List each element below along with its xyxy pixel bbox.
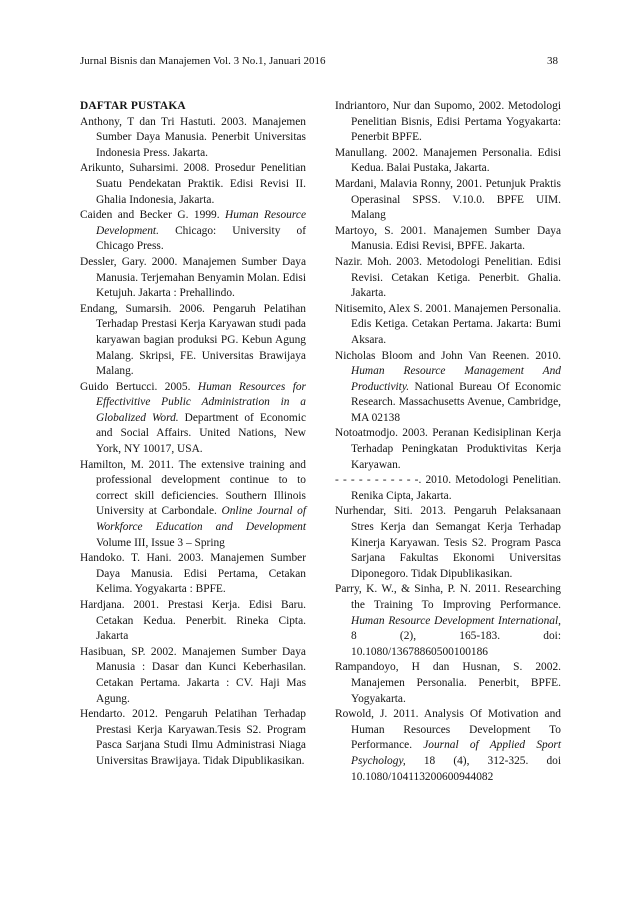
reference-entry (80, 458, 306, 552)
reference-text: Anthony, T dan Tri Hastuti. 2003. Manajemen Sumber Daya Manusia. Penerbit Universitas Indonesia Press. Jakarta. (80, 115, 306, 159)
reference-entry (80, 645, 306, 707)
reference-text-tail: 18 (4), 312-325. doi 10.1080/104113200600944082 (351, 754, 561, 783)
reference-entry (80, 255, 306, 302)
left-column (80, 99, 306, 770)
reference-title-italic: Human Resource Development International (351, 614, 559, 627)
reference-entry (80, 302, 306, 380)
reference-entry (80, 161, 306, 208)
reference-entry (335, 582, 561, 660)
reference-entry (80, 598, 306, 645)
reference-entry (80, 707, 306, 769)
reference-text: Parry, K. W., & Sinha, P. N. 2011. Researching the Training To Improving Performance. (335, 583, 561, 611)
reference-text-tail: Chicago: University of Chicago Press. (96, 224, 306, 253)
reference-entry (335, 660, 561, 707)
reference-text: Caiden and Becker G. 1999. (80, 209, 226, 222)
reference-text: Nurhendar, Siti. 2013. Pengaruh Pelaksanaan Stres Kerja dan Semangat Kerja Terhadap Kinerja Karyawan. Tesis S2. Program Pasca Sarjana Fakultas Ekonomi Universitas Diponegoro. Tidak Dipublikasikan. (335, 505, 561, 580)
journal-title: Jurnal Bisnis dan Manajemen Vol. 3 No.1, Januari 2016 (80, 55, 326, 67)
reference-entry (80, 551, 306, 598)
reference-text: Guido Bertucci. 2005. (80, 380, 198, 393)
reference-text: Endang, Sumarsih. 2006. Pengaruh Pelatihan Terhadap Prestasi Kerja Karyawan studi pada karyawan bagian produksi PG. Kebun Agung Malang. Skripsi, FE. Universitas Brawijaya Malang. (80, 302, 306, 378)
reference-text: Nitisemito, Alex S. 2001. Manajemen Personalia. Edis Ketiga. Cetakan Pertama. Jakarta: Bumi Aksara. (335, 302, 561, 346)
reference-entry (80, 208, 306, 255)
reference-text: Hamilton, M. 2011. The extensive training and professional development continue to to correct skill deficiencies. Southern Illinois University at Carbondale. (80, 458, 306, 518)
reference-text: Arikunto, Suharsimi. 2008. Prosedur Penelitian Suatu Pendekatan Praktik. Edisi Revisi II. Ghalia Indonesia, Jakarta. (80, 162, 306, 206)
reference-entry (335, 707, 561, 785)
reference-entry (335, 255, 561, 302)
reference-text: Nazir. Moh. 2003. Metodologi Penelitian. Edisi Revisi. Cetakan Ketiga. Penerbit. Ghalia. Jakarta. (335, 255, 561, 300)
reference-entry (335, 504, 561, 582)
reference-entry (335, 349, 561, 427)
reference-text: - - - - - - - - - - -. 2010. Metodologi Penelitian. Renika Cipta, Jakarta. (335, 474, 561, 502)
reference-text: Martoyo, S. 2001. Manajemen Sumber Daya Manusia. Edisi Revisi, BPFE. Jakarta. (335, 224, 561, 253)
reference-text-tail: Department of Economic and Social Affairs. United Nations, New York, NY 10017, USA. (96, 411, 306, 456)
reference-title-italic: Human Resource Management And Productivity. (351, 365, 561, 393)
reference-text: Hardjana. 2001. Prestasi Kerja. Edisi Baru. Cetakan Kedua. Penerbit. Rineka Cipta. Jakarta (80, 599, 306, 643)
reference-title-italic: Human Resources for Effectivitive Public Administration in a Globalized Word. (96, 380, 306, 424)
section-title: DAFTAR PUSTAKA (80, 100, 186, 112)
reference-entry (335, 473, 561, 504)
reference-title-italic: Journal of Applied Sport Psychology, (351, 739, 561, 767)
reference-text: Nicholas Bloom and John Van Reenen. 2010. (335, 349, 561, 362)
reference-text-tail: National Bureau Of Economic Research. Massachusetts Avenue, Cambridge, MA 02138 (351, 380, 561, 424)
reference-entry (80, 380, 306, 458)
page-number: 38 (547, 55, 558, 67)
reference-text: Manullang. 2002. Manajemen Personalia. Edisi Kedua. Balai Pustaka, Jakarta. (335, 146, 561, 175)
reference-text: Handoko. T. Hani. 2003. Manajemen Sumber Daya Manusia. Edisi Pertama, Cetakan Kelima. Yogyakarta : BPFE. (80, 552, 306, 596)
reference-title-italic: Online Journal of Workforce Education and Development (96, 505, 306, 534)
reference-text: Mardani, Malavia Ronny, 2001. Petunjuk Praktis Operasinal SPSS. V.10.0. BPFE UIM. Malang (335, 177, 561, 222)
reference-text-tail: Volume III, Issue 3 – Spring (96, 536, 225, 549)
reference-entry (335, 146, 561, 177)
reference-text: Dessler, Gary. 2000. Manajemen Sumber Daya Manusia. Terjemahan Benyamin Molan. Edisi Ketujuh. Jakarta : Prehallindo. (80, 255, 306, 300)
right-column (335, 99, 561, 785)
reference-text: Indriantoro, Nur dan Supomo, 2002. Metodologi Penelitian Bisnis, Edisi Pertama Yogyakarta: Penerbit BPFE. (335, 100, 561, 144)
reference-entry (80, 115, 306, 162)
reference-entry (335, 99, 561, 146)
reference-text: Rowold, J. 2011. Analysis Of Motivation and Human Resources Development To Performance. (335, 708, 561, 752)
reference-text: Notoatmodjo. 2003. Peranan Kedisiplinan Kerja Terhadap Peningkatan Produktivitas Kerja Karyawan. (335, 427, 561, 471)
reference-entry (335, 177, 561, 224)
reference-entry (335, 426, 561, 473)
reference-entry (335, 224, 561, 255)
reference-title-italic: Human Resource Development. (96, 209, 306, 237)
reference-text-tail: , 8 (2), 165-183. doi: 10.1080/13678860500100186 (351, 614, 561, 658)
reference-entry (335, 302, 561, 349)
reference-text: Hasibuan, SP. 2002. Manajemen Sumber Daya Manusia : Dasar dan Kunci Keberhasilan. Cetakan Pertama. Jakarta : CV. Haji Mas Agung. (80, 645, 306, 705)
reference-text: Hendarto. 2012. Pengaruh Pelatihan Terhadap Prestasi Kerja Karyawan.Tesis S2. Program Pasca Sarjana Studi Ilmu Administrasi Niaga Universitas Brawijaya. Tidak Dipublikasikan. (80, 708, 306, 767)
reference-text: Rampandoyo, H dan Husnan, S. 2002. Manajemen Personalia. Penerbit, BPFE. Yogyakarta. (335, 661, 561, 705)
